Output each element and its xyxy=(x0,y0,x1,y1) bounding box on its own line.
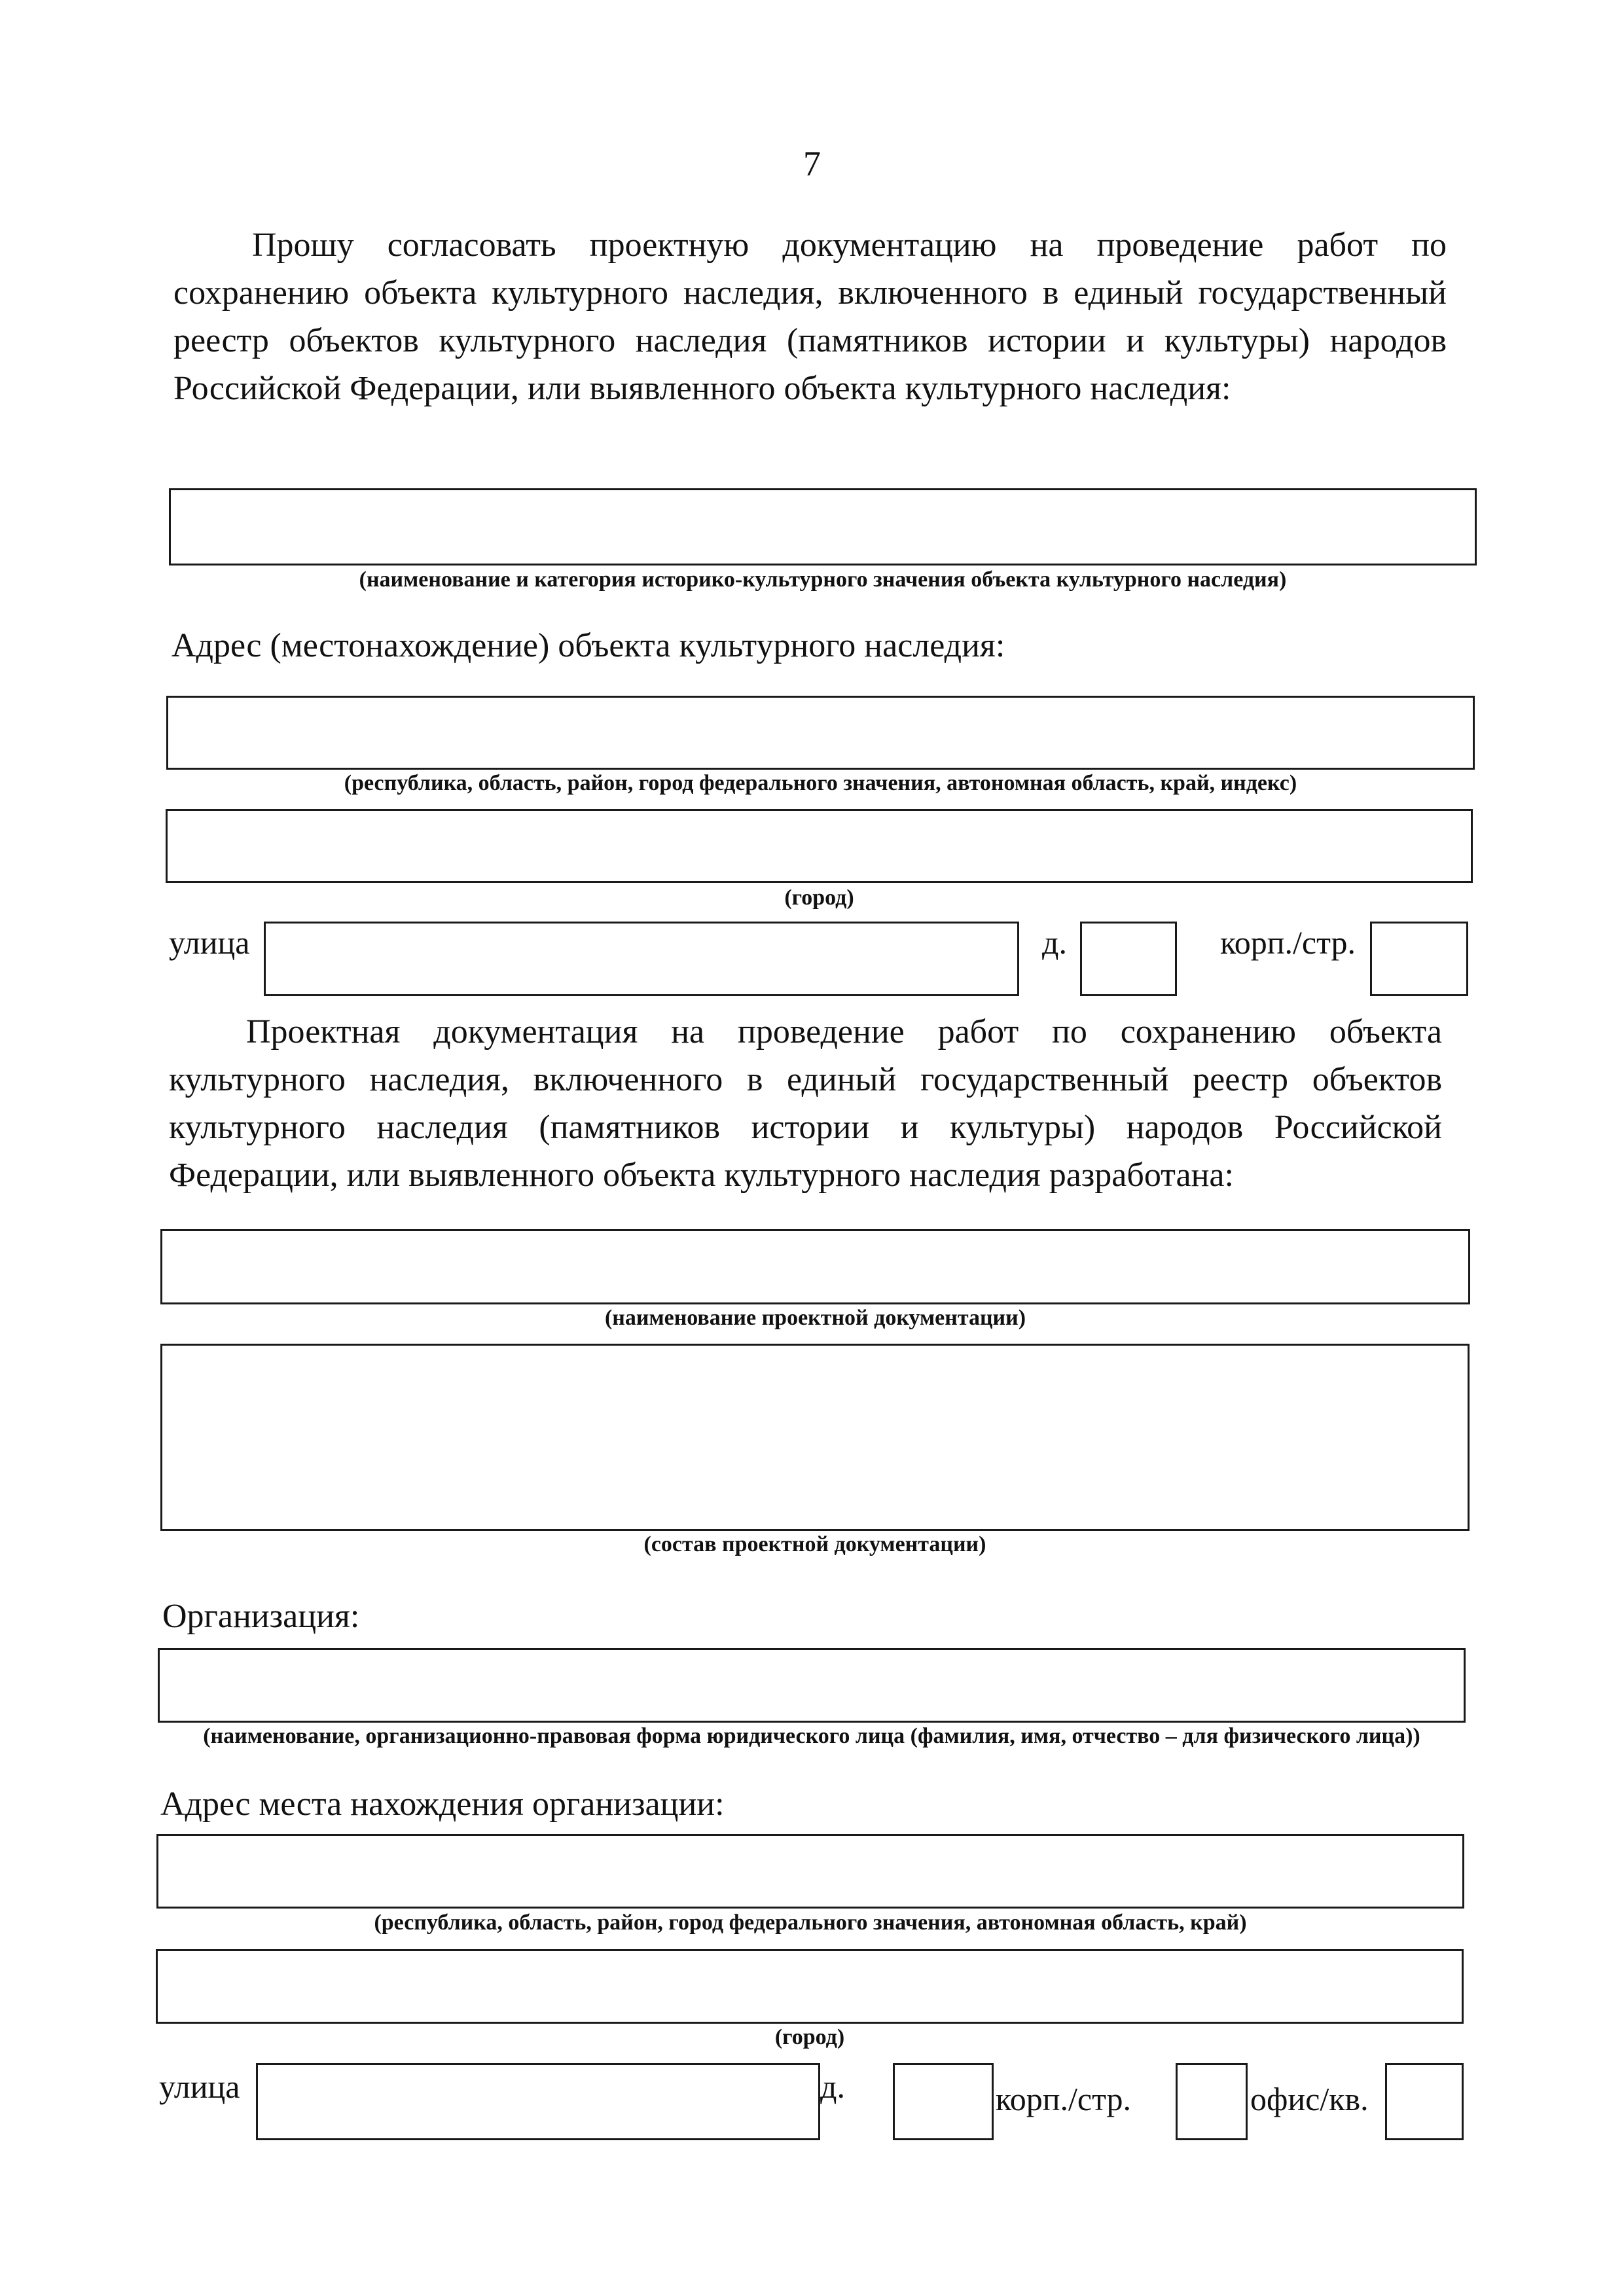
object-building-label: корп./стр. xyxy=(1220,924,1356,961)
organization-address-heading: Адрес места нахождения организации: xyxy=(160,1785,725,1823)
organization-office-label: офис/кв. xyxy=(1250,2081,1369,2117)
organization-building-field[interactable] xyxy=(1176,2063,1248,2140)
organization-street-label: улица xyxy=(159,2068,240,2105)
object-house-label: д. xyxy=(1042,924,1067,961)
object-street-field[interactable] xyxy=(264,922,1019,996)
organization-city-caption: (город) xyxy=(774,2025,845,2049)
organization-city-field[interactable] xyxy=(156,1949,1464,2024)
organization-name-field[interactable] xyxy=(158,1648,1466,1723)
organization-house-field[interactable] xyxy=(893,2063,994,2140)
organization-building-label: корп./стр. xyxy=(996,2081,1132,2117)
organization-house-label: д. xyxy=(820,2068,845,2105)
object-building-field[interactable] xyxy=(1370,922,1468,996)
page-number: 7 xyxy=(803,144,821,183)
object-street-label: улица xyxy=(169,924,250,961)
organization-office-field[interactable] xyxy=(1385,2063,1464,2140)
documentation-name-field[interactable] xyxy=(160,1229,1470,1304)
documentation-composition-caption: (состав проектной документации) xyxy=(643,1532,986,1556)
object-address-heading: Адрес (местонахождение) объекта культурного наследия: xyxy=(171,627,1005,664)
organization-heading: Организация: xyxy=(162,1598,360,1635)
documentation-name-caption: (наименование проектной документации) xyxy=(604,1306,1026,1330)
request-paragraph: Прошу согласовать проектную документацию на проведение работ по сохранению объекта культурного наследия, включенного в единый государственный реестр объектов культурного наследия (памятников истории и культуры) народов Российской Федерации, или выявленного объекта культурного наследия: xyxy=(173,226,1447,407)
organization-street-field[interactable] xyxy=(256,2063,820,2140)
object-house-field[interactable] xyxy=(1080,922,1177,996)
documentation-composition-field[interactable] xyxy=(160,1344,1470,1531)
object-city-field[interactable] xyxy=(166,809,1473,883)
object-name-caption: (наименование и категория историко-культурного значения объекта культурного наследия) xyxy=(359,567,1287,592)
organization-region-caption: (республика, область, район, город федерального значения, автономная область, край) xyxy=(374,1910,1247,1935)
organization-name-caption: (наименование, организационно-правовая форма юридического лица (фамилия, имя, отчество – для физического лица)) xyxy=(203,1724,1420,1748)
documentation-paragraph: Проектная документация на проведение работ по сохранению объекта культурного наследия, включенного в единый государственный реестр объектов культурного наследия (памятников истории и культуры) народов Российской Федерации, или выявленного объекта культурного наследия разработана: xyxy=(169,1013,1442,1194)
object-region-field[interactable] xyxy=(166,696,1475,770)
object-city-caption: (город) xyxy=(784,886,854,910)
object-region-caption: (республика, область, район, город федерального значения, автономная область, край, индекс) xyxy=(344,771,1297,795)
organization-region-field[interactable] xyxy=(156,1834,1464,1909)
object-name-field[interactable] xyxy=(169,488,1477,565)
